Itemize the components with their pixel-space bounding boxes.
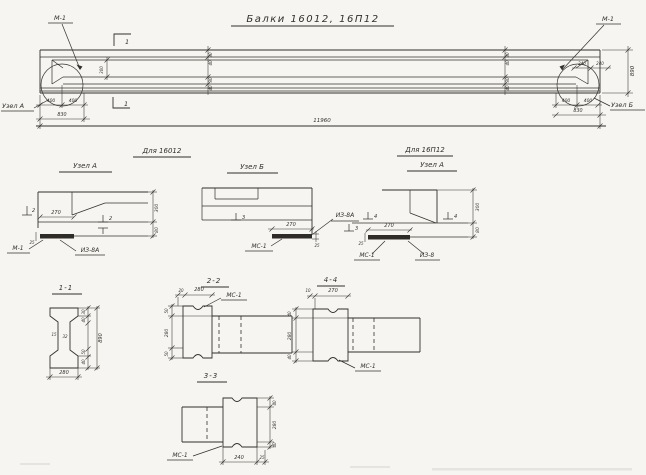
s44-dim-10: 10 (305, 288, 311, 293)
node-a-label: Узел А (2, 102, 25, 110)
dim-240-b: 240 (596, 61, 604, 66)
section-1-1 (46, 284, 104, 380)
node-b-dim-270: 270 (286, 222, 296, 228)
s44-side-1: 40 (287, 311, 292, 317)
s33-dim-25: 25 (259, 455, 265, 460)
taper-dim (99, 57, 110, 80)
s22-side-2: 280 (165, 328, 170, 338)
node-b-cut-right: 3 (355, 226, 359, 232)
node-a2-cut-right: 4 (454, 214, 458, 220)
marker-m1-left (48, 14, 83, 70)
s33-side-1: 40 (272, 400, 277, 406)
section-2-2-title: 2-2 (206, 277, 222, 285)
m1-left-label: М-1 (53, 14, 67, 22)
node-a2-dim-80: 80 (476, 227, 481, 233)
s22-dim-280-top: 280 (194, 287, 204, 293)
node-a-dim-270: 270 (51, 210, 61, 216)
node-a-title: Узел А (73, 162, 97, 170)
node-a2-dim-270: 270 (384, 223, 394, 229)
tick-b-1: 30 (505, 52, 510, 58)
s33-ms1-label: МС-1 (172, 452, 188, 459)
s22-side-1: 50 (164, 308, 169, 314)
s11-dim-flange: 32 (62, 334, 68, 339)
marker-m1-right (560, 15, 622, 70)
node-a-dim-80: 80 (155, 227, 160, 233)
s33-side-3: 40 (272, 442, 277, 448)
cut-mark-1-bottom (113, 97, 130, 108)
node-a-dim-300: 300 (155, 203, 160, 213)
node-b-cut-left: 3 (242, 215, 246, 221)
s22-side-3: 50 (164, 351, 169, 357)
overall-length-dim (36, 95, 606, 129)
node-a2-ms1-label: МС-1 (359, 252, 375, 259)
section-4-4 (287, 276, 420, 371)
node-a2-dim-25: 25 (358, 241, 364, 246)
s11-dim-280: 280 (59, 370, 69, 376)
tick-b-4: 40 (505, 85, 510, 91)
tick-a-3: 30 (208, 77, 213, 83)
detail-node-a2 (352, 188, 481, 261)
s11-dim-bot-2: 40 (81, 359, 86, 365)
s11-dim-890: 890 (98, 333, 104, 343)
node-a-cut-marks (22, 206, 112, 234)
node-b-callout (594, 98, 645, 110)
for-16p12-label: Для 16П12 (405, 146, 445, 154)
s44-ms1-label: МС-1 (360, 363, 376, 370)
dim-400-left-1: 400 (46, 99, 56, 104)
dim-400-right-2: 400 (583, 99, 593, 104)
tick-a-2: 40 (208, 60, 213, 66)
node-a2-dim-300: 300 (476, 202, 481, 212)
node-b-title: Узел Б (240, 163, 264, 171)
dim-length-label: 11960 (313, 118, 331, 124)
node-a-callout (1, 100, 48, 111)
node-b-label: Узел Б (611, 101, 634, 109)
s11-dim-top-2: 40 (81, 317, 86, 323)
s11-dim-bot-1: 50 (81, 349, 86, 355)
section-2-2 (164, 277, 292, 361)
node-a-plate-label: ИЗ-8А (80, 247, 100, 254)
tick-a-1: 30 (208, 52, 213, 58)
tick-a-4: 40 (208, 85, 213, 91)
cut-1-top-label: 1 (125, 38, 130, 46)
dim-240-a: 240 (578, 61, 586, 66)
dim-830-right: 830 (573, 109, 583, 114)
s22-ms1-label: МС-1 (226, 292, 242, 299)
node-a2-cut-left: 4 (374, 214, 378, 220)
s44-side-2: 280 (288, 331, 293, 341)
s44-side-3: 40 (287, 354, 292, 360)
s11-dim-web: 15 (51, 332, 57, 337)
m1-right-label: М-1 (601, 15, 615, 23)
s33-dim-240: 240 (234, 455, 244, 461)
node-a2-title: Узел А (420, 161, 444, 169)
tick-b-3: 30 (505, 77, 510, 83)
drawing-title: Балки 16012, 16П12 (246, 14, 380, 25)
section-4-4-title: 4-4 (323, 276, 339, 284)
section-3-3 (167, 372, 278, 465)
tick-b-2: 40 (505, 60, 510, 66)
s44-dim-270-top: 270 (328, 288, 338, 294)
dim-400-right-1: 400 (561, 99, 571, 104)
main-beam-elevation (1, 14, 645, 129)
scan-noise (20, 463, 632, 471)
node-a-dim-25: 25 (29, 240, 35, 245)
section-3-3-title: 3-3 (203, 372, 219, 380)
detail-titles (59, 146, 457, 173)
s33-side-2: 280 (273, 420, 278, 430)
node-a2-plate-label: ИЗ-8 (419, 252, 435, 259)
cut-1-bottom-label: 1 (124, 100, 129, 108)
dim-taper-label: 300 (99, 66, 104, 74)
dim-height-label: 890 (630, 65, 636, 77)
node-a-cut-mid: 2 (109, 216, 113, 222)
s11-dim-top-1: 30 (81, 309, 86, 315)
dim-830-left: 830 (57, 113, 67, 118)
detail-node-b (202, 188, 359, 251)
dim-400-left-2: 400 (68, 99, 78, 104)
detail-node-a (7, 190, 160, 256)
node-a-m1-label: М-1 (12, 245, 24, 252)
beam-height-dim (602, 46, 636, 97)
left-end-taper (52, 60, 63, 84)
section-1-1-title: 1-1 (58, 284, 74, 292)
right-seat-dims (552, 85, 606, 118)
node-b-plate-label: ИЗ-8А (335, 212, 355, 219)
for-16012-label: Для 16012 (142, 147, 182, 155)
node-b-dim-25: 25 (314, 243, 320, 248)
cut-mark-1-top (114, 34, 131, 46)
node-a-cut-left: 2 (32, 208, 36, 214)
node-b-ms1-label: МС-1 (251, 243, 267, 250)
s22-dim-20: 20 (178, 288, 184, 293)
